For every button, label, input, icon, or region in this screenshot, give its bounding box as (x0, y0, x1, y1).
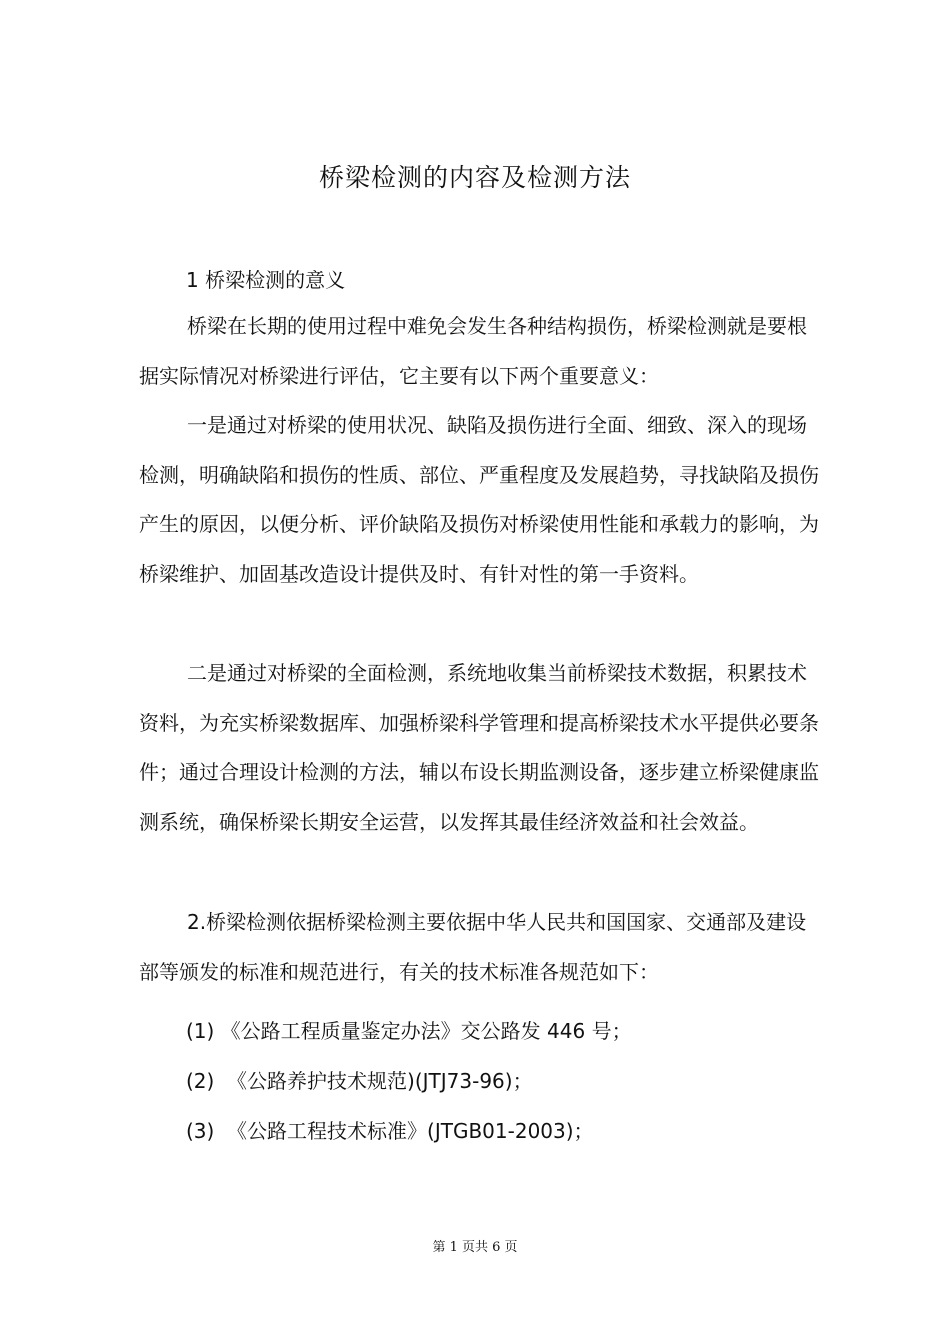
list-item: (2) 《公路养护技术规范)(JTJ73-96)； (186, 1069, 533, 1093)
paragraph-significance-one: 一是通过对桥梁的使用状况、缺陷及损伤进行全面、细致、深入的现场检测，明确缺陷和损伤的性质、部位、严重程度及发展趋势，寻找缺陷及损伤产生的原因，以便分析、评价缺陷及损伤对桥梁使用性能和承载力的影响，为桥梁维护、加固基改造设计提供及时、有针对性的第一手资料。 (139, 413, 819, 586)
paragraph-intro: 桥梁在长期的使用过程中难免会发生各种结构损伤，桥梁检测就是要根据实际情况对桥梁进行评估，它主要有以下两个重要意义： (139, 314, 807, 388)
document-title: 桥梁检测的内容及检测方法 (318, 163, 631, 192)
paragraph-basis: 2.桥梁检测依据桥梁检测主要依据中华人民共和国国家、交通部及建设部等颁发的标准和规范进行，有关的技术标准各规范如下： (139, 910, 807, 984)
list-item: (1) 《公路工程质量鉴定办法》交公路发 446 号； (186, 1019, 632, 1043)
page-number: 第 1 页共 6 页 (432, 1240, 518, 1255)
section-heading: 1 桥梁检测的意义 (186, 268, 346, 292)
paragraph-significance-two: 二是通过对桥梁的全面检测，系统地收集当前桥梁技术数据，积累技术资料，为充实桥梁数据库、加强桥梁科学管理和提高桥梁技术水平提供必要条件；通过合理设计检测的方法，辅以布设长期监测设备，逐步建立桥梁健康监测系统，确保桥梁长期安全运营，以发挥其最佳经济效益和社会效益。 (139, 661, 819, 834)
list-item: (3) 《公路工程技术标准》(JTGB01-2003)； (186, 1119, 594, 1143)
